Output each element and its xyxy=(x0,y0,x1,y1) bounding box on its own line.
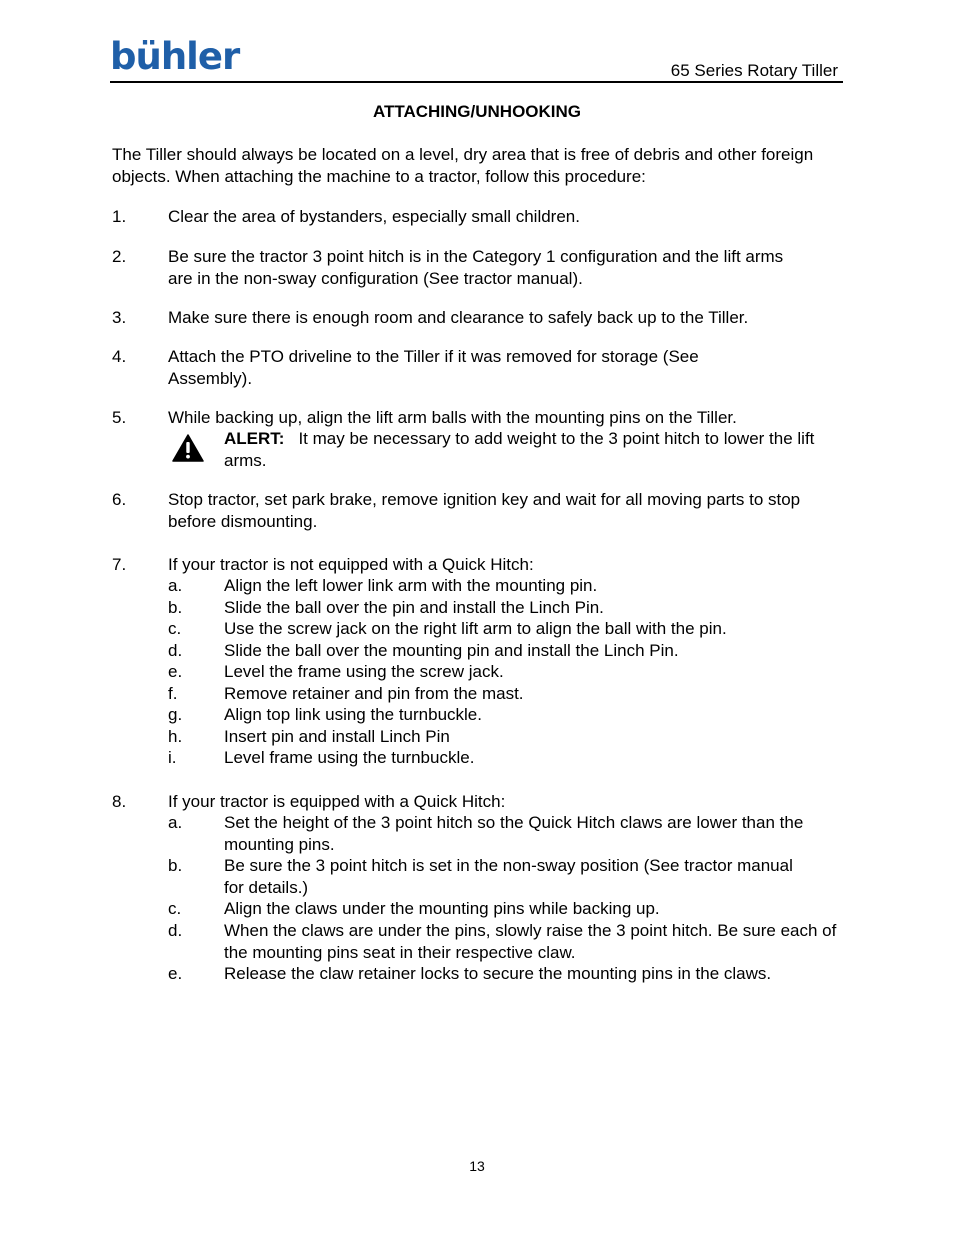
sub-text: Remove retainer and pin from the mast. xyxy=(224,684,524,703)
step-text: Clear the area of bystanders, especially small children. xyxy=(168,207,580,226)
sub-letter: f. xyxy=(168,684,178,703)
sub-letter: d. xyxy=(168,921,183,940)
alert-label: ALERT: xyxy=(224,429,285,448)
sub-text: Release the claw retainer locks to secure the mounting pins in the claws. xyxy=(224,964,772,983)
sub-letter: i. xyxy=(168,748,177,767)
sub-text: Level the frame using the screw jack. xyxy=(224,662,504,681)
step-number: 2. xyxy=(112,247,127,266)
sub-text: Level frame using the turnbuckle. xyxy=(224,748,475,767)
sub-letter: b. xyxy=(168,598,183,617)
header-divider xyxy=(110,81,843,83)
document-title: 65 Series Rotary Tiller xyxy=(670,61,838,80)
sub-letter: a. xyxy=(168,813,183,832)
step-number: 3. xyxy=(112,308,127,327)
sub-text: Align top link using the turnbuckle. xyxy=(224,705,482,724)
step-text: Be sure the tractor 3 point hitch is in the Category 1 configuration and the lift arms are in the non-sway configuration (See tractor manual). xyxy=(168,247,784,288)
sub-letter: b. xyxy=(168,856,183,875)
sub-text: Use the screw jack on the right lift arm to align the ball with the pin. xyxy=(224,619,727,638)
sub-text: Slide the ball over the mounting pin and install the Linch Pin. xyxy=(224,641,679,660)
sub-text: Slide the ball over the pin and install the Linch Pin. xyxy=(224,598,604,617)
step-number: 5. xyxy=(112,408,127,427)
step-text: If your tractor is equipped with a Quick Hitch: xyxy=(168,792,506,811)
page-number: 13 xyxy=(469,1158,485,1174)
sub-letter: d. xyxy=(168,641,183,660)
step-number: 7. xyxy=(112,555,127,574)
step-text: If your tractor is not equipped with a Quick Hitch: xyxy=(168,555,534,574)
sub-letter: g. xyxy=(168,705,183,724)
sub-letter: c. xyxy=(168,899,182,918)
sub-text: Align the left lower link arm with the mounting pin. xyxy=(224,576,598,595)
sub-letter: h. xyxy=(168,727,183,746)
sub-text: When the claws are under the pins, slowly raise the 3 point hitch. Be sure each of the mounting pins seat in their respective claw. xyxy=(224,921,837,962)
alert-text: It may be necessary to add weight to the 3 point hitch to lower the lift arms. xyxy=(224,429,815,470)
alert-note xyxy=(224,428,834,471)
step-text: Make sure there is enough room and clearance to safely back up to the Tiller. xyxy=(168,308,749,327)
sub-letter: e. xyxy=(168,662,183,681)
step-text: While backing up, align the lift arm balls with the mounting pins on the Tiller. xyxy=(168,408,737,427)
intro-paragraph: The Tiller should always be located on a level, dry area that is free of debris and other foreign objects. When attaching the machine to a tractor, follow this procedure: xyxy=(112,145,814,186)
step-text: Attach the PTO driveline to the Tiller if it was removed for storage (See Assembly). xyxy=(168,347,699,388)
step-number: 6. xyxy=(112,490,127,509)
step-number: 4. xyxy=(112,347,127,366)
warning-triangle-icon xyxy=(172,434,204,462)
sub-letter: a. xyxy=(168,576,183,595)
buhler-logo: bühler xyxy=(110,35,240,78)
sub-letter: e. xyxy=(168,964,183,983)
step-text: Stop tractor, set park brake, remove ignition key and wait for all moving parts to stop before dismounting. xyxy=(168,490,801,531)
sub-text: Insert pin and install Linch Pin xyxy=(224,727,450,746)
step-number: 8. xyxy=(112,792,127,811)
sub-text: Set the height of the 3 point hitch so the Quick Hitch claws are lower than the mounting pins. xyxy=(224,813,804,854)
sub-text: Align the claws under the mounting pins while backing up. xyxy=(224,899,660,918)
step-number: 1. xyxy=(112,207,127,226)
sub-letter: c. xyxy=(168,619,182,638)
sub-text: Be sure the 3 point hitch is set in the non-sway position (See tractor manual for details.) xyxy=(224,856,793,897)
section-title: ATTACHING/UNHOOKING xyxy=(372,102,582,121)
